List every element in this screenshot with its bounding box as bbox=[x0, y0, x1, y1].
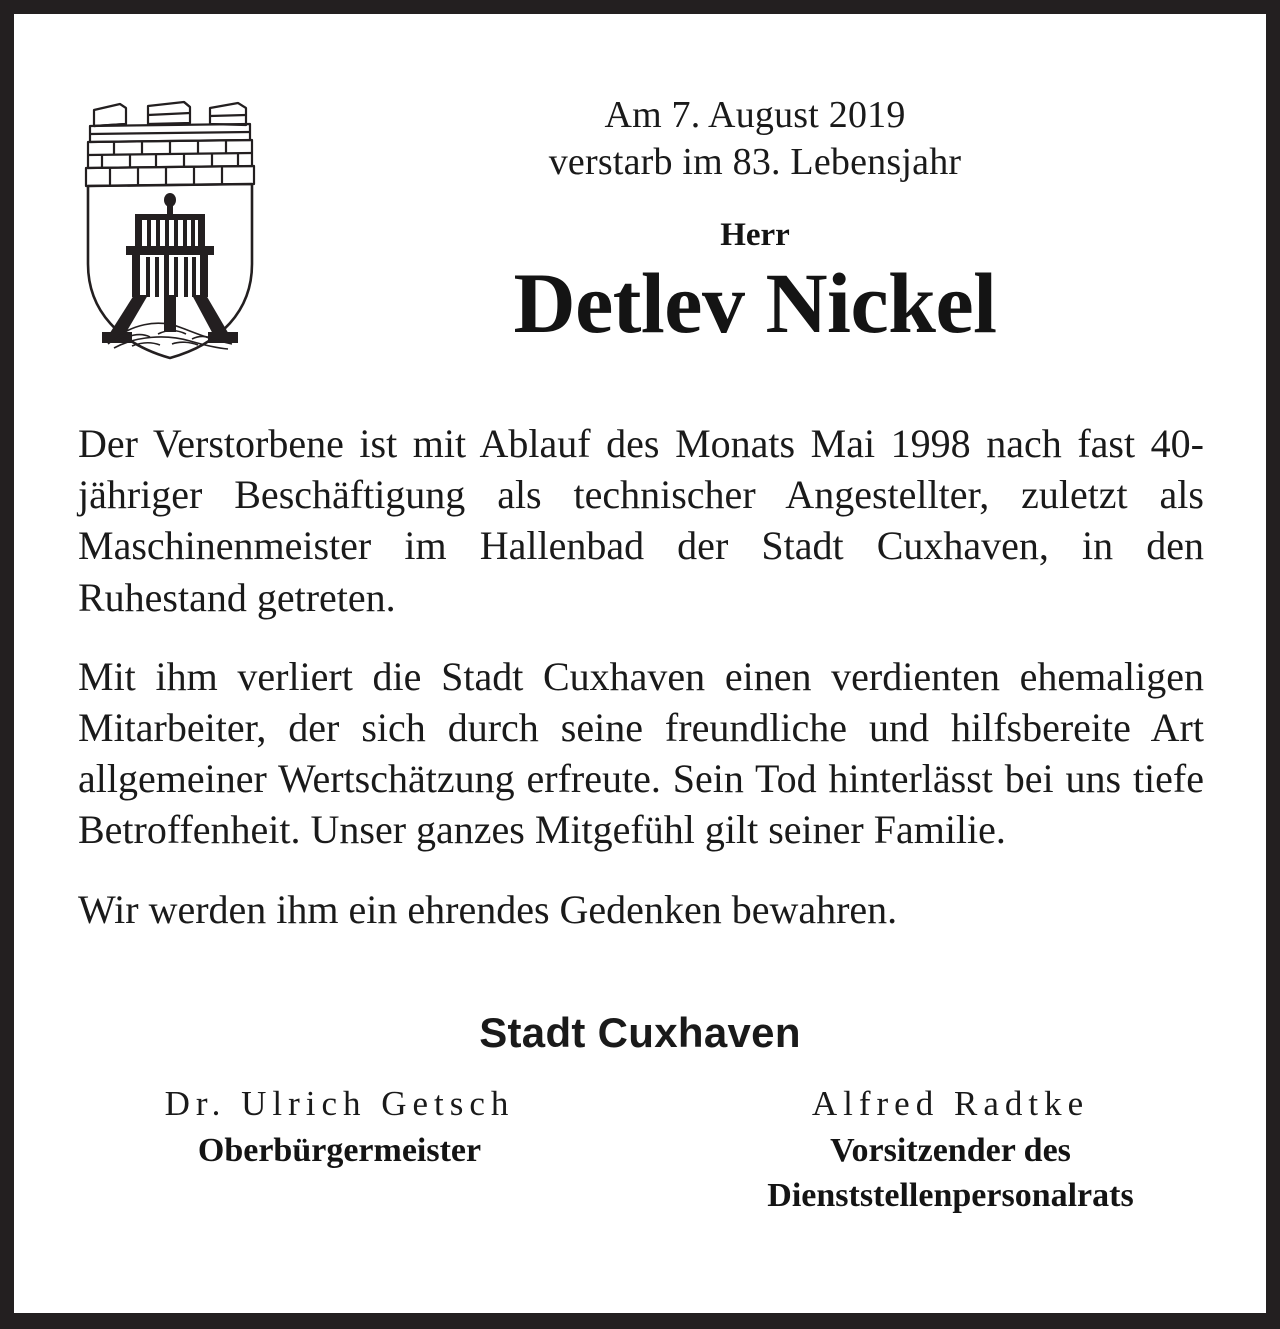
signatory-role-line-2: Dienststellenpersonalrats bbox=[767, 1177, 1134, 1215]
death-date-line-2: verstarb im 83. Lebensjahr bbox=[548, 140, 962, 183]
signatory-role-line-1: Oberbürgermeister bbox=[197, 1131, 482, 1169]
death-date-line-1: Am 7. August 2019 bbox=[604, 94, 906, 136]
deceased-name: Detlev Nickel bbox=[513, 255, 997, 352]
signatory-block bbox=[54, 1082, 1236, 1217]
header-text-block bbox=[284, 92, 1226, 352]
signatory-role-line-1: Vorsitzender des bbox=[830, 1131, 1071, 1169]
signatory-left bbox=[54, 1082, 651, 1171]
signatory-right bbox=[651, 1082, 1236, 1217]
notice-header bbox=[14, 14, 1266, 404]
cuxhaven-coat-of-arms-icon bbox=[80, 96, 260, 361]
salutation: Herr bbox=[720, 217, 790, 254]
signatory-name: Dr. Ulrich Getsch bbox=[164, 1084, 515, 1123]
notice-paper bbox=[14, 14, 1266, 1313]
notice-body bbox=[78, 418, 1204, 935]
paragraph-1: Der Verstorbene ist mit Ablauf des Monats Mai 1998 nach fast 40-jähriger Beschäftigung als technischer Angestellter, zuletzt als Maschinenmeister im Hallenbad der Stadt Cuxhaven, in den Ruhestand getreten. bbox=[78, 421, 1204, 620]
paragraph-2: Mit ihm verliert die Stadt Cuxhaven einen verdienten ehemaligen Mitarbeiter, der sich durch seine freundliche und hilfsbereite Art allgemeiner Wertschätzung erfreute. Sein Tod hinterlässt bei uns tiefe Betroffenheit. Unser ganzes Mitgefühl gilt seiner Familie. bbox=[78, 653, 1204, 853]
signatory-name: Alfred Radtke bbox=[811, 1084, 1090, 1123]
paragraph-3: Wir werden ihm ein ehrendes Gedenken bewahren. bbox=[78, 886, 898, 932]
organization-name: Stadt Cuxhaven bbox=[479, 1009, 801, 1056]
